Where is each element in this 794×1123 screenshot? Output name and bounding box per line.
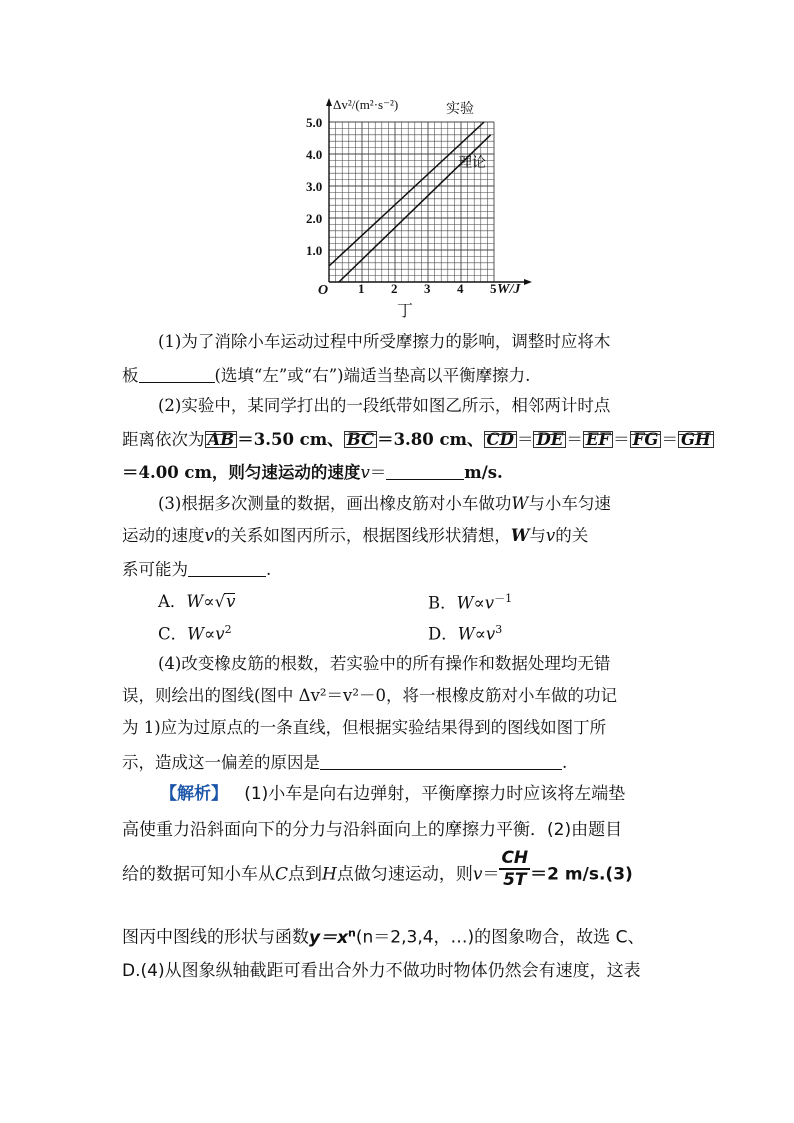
- equals-sign: ＝: [482, 864, 500, 885]
- function-expr: y＝x: [309, 927, 349, 948]
- solution-line3-to: 点到: [288, 864, 323, 885]
- option-a-label: A．: [158, 592, 187, 611]
- point-h: H: [322, 864, 337, 885]
- option-a[interactable]: [158, 593, 235, 611]
- solution-line3-text: 给的数据可知小车从: [122, 864, 275, 885]
- option-c[interactable]: [158, 624, 232, 643]
- velocity-symbol: v: [360, 463, 370, 482]
- q4-line4-text: 示，造成这一偏差的原因是: [122, 753, 320, 772]
- q3-line1: [158, 496, 611, 513]
- option-b-sup: －1: [494, 592, 513, 605]
- q3-line1-rest: 与小车匀速: [528, 494, 611, 513]
- work-symbol: W: [510, 526, 530, 545]
- q1-answer-blank[interactable]: [139, 366, 215, 383]
- option-b-expr: W∝v: [456, 593, 495, 613]
- q1-line2-text: 板: [122, 366, 139, 385]
- fraction-ch-5t: [499, 848, 530, 891]
- q3-line1-text: (3)根据多次测量的数据，画出橡皮筋对小车做功: [158, 494, 512, 513]
- solution-result: ＝2 m/s.(3): [530, 864, 633, 885]
- option-d-label: D．: [428, 624, 458, 644]
- fraction-denominator: 5T: [503, 870, 527, 891]
- option-b[interactable]: [428, 593, 512, 612]
- graph-ding: [300, 92, 540, 320]
- option-a-expr: W∝: [186, 592, 215, 611]
- equals-sign: ＝: [661, 430, 678, 449]
- equals-sign: ＝: [516, 430, 534, 449]
- q2-line3: [122, 463, 503, 482]
- equals-sign: ＝: [566, 430, 583, 449]
- x-tick-label: 3: [424, 281, 431, 296]
- x-axis-arrow: [524, 279, 532, 285]
- velocity-symbol: v: [204, 526, 214, 545]
- q3-period: .: [266, 560, 272, 579]
- option-c-label: C．: [158, 624, 188, 644]
- q2-unit: m/s.: [464, 463, 503, 482]
- q2-line1: (2)实验中，某同学打出的一段纸带如图乙所示，相邻两计时点: [158, 396, 611, 415]
- option-b-label: B．: [428, 593, 457, 613]
- solution-line4-text: 图丙中图线的形状与函数: [122, 927, 309, 948]
- segment-cd: CD: [484, 431, 517, 448]
- graph-caption: 丁: [396, 301, 413, 320]
- segment-fg: FG: [630, 431, 662, 448]
- q1-line2: [122, 366, 530, 385]
- y-tick-label: 1.0: [306, 243, 323, 258]
- q2-line2: [122, 431, 714, 449]
- option-d[interactable]: [428, 624, 502, 643]
- q2-line3-text: ＝4.00 cm，则匀速运动的速度: [122, 463, 361, 482]
- q3-line2-text: 运动的速度: [122, 526, 205, 545]
- q3-answer-blank[interactable]: [188, 560, 266, 577]
- q2-answer-blank[interactable]: [386, 463, 464, 480]
- q4-line1: (4)改变橡皮筋的根数，若实验中的所有操作和数据处理均无错: [158, 654, 611, 673]
- segment-ef: EF: [583, 431, 613, 448]
- option-c-expr: W∝v: [187, 624, 225, 644]
- work-symbol: W: [511, 494, 529, 513]
- q3-line2-and: 与: [529, 526, 546, 545]
- y-tick-label: 2.0: [306, 211, 323, 226]
- solution-line2: 高使重力沿斜面向下的分力与沿斜面向上的摩擦力平衡．(2)由题目: [122, 820, 623, 840]
- y-tick-label: 3.0: [306, 179, 323, 194]
- solution-line1: [160, 786, 625, 803]
- x-tick-label: 1: [358, 281, 365, 296]
- solution-line1-text: (1)小车是向右边弹射，平衡摩擦力时应该将左端垫: [244, 784, 626, 804]
- q4-line4: [122, 753, 567, 772]
- y-tick-label: 5.0: [306, 115, 323, 130]
- x-tick-label: 2: [391, 281, 398, 296]
- function-exponent: n: [348, 926, 356, 939]
- fraction-numerator: CH: [499, 848, 530, 870]
- solution-tag: 【解析】: [160, 784, 228, 804]
- segment-bc: BC: [344, 431, 377, 448]
- graph-grid: [329, 122, 494, 282]
- q3-line3: [122, 560, 271, 579]
- segment-ab: AB: [205, 431, 238, 448]
- q4-line2: 误，则绘出的图线(图中 Δv²＝v²－0，将一根橡皮筋对小车做的功记: [122, 686, 617, 705]
- velocity-symbol: v: [472, 864, 483, 885]
- q3-line2: [122, 528, 588, 545]
- q1-line2-rest: (选填“左”或“右”)端适当垫高以平衡摩擦力.: [214, 366, 531, 385]
- point-c: C: [275, 864, 289, 885]
- q3-line2-end: 的关: [555, 526, 589, 545]
- q4-answer-blank[interactable]: [320, 753, 562, 770]
- y-tick-label: 4.0: [306, 147, 323, 162]
- q3-line2-mid: 的关系如图丙所示，根据图线形状猜想，: [213, 526, 511, 545]
- option-d-sup: 3: [495, 623, 503, 636]
- y-axis-label: Δv²/(m²·s⁻²): [333, 97, 399, 112]
- velocity-symbol: v: [545, 526, 556, 545]
- solution-line3-mid: 点做匀速运动，则: [336, 864, 473, 885]
- q4-line3: 为 1)应为过原点的一条直线，但根据实验结果得到的图线如图丁所: [122, 718, 607, 737]
- q1-line1: (1)为了消除小车运动过程中所受摩擦力的影响，调整时应将木: [158, 332, 611, 351]
- solution-line3: [122, 848, 633, 891]
- q4-period: .: [562, 753, 568, 772]
- x-tick-label: 4: [457, 281, 464, 296]
- legend-experiment: 实验: [446, 102, 474, 117]
- equals-sign: ＝: [369, 463, 387, 482]
- segment-de: DE: [533, 431, 566, 448]
- option-c-sup: 2: [224, 623, 232, 636]
- solution-line4-rest: (n＝2,3,4，…)的图象吻合，故选 C、: [355, 927, 645, 948]
- sqrt-radicand: v: [226, 592, 236, 611]
- legend-theory: 理论: [458, 156, 486, 171]
- segment-gh: GH: [678, 431, 714, 448]
- q2-line2-text: 距离依次为: [122, 430, 205, 449]
- x-axis-label: W/J: [497, 282, 521, 297]
- ab-value: ＝3.50 cm、: [237, 430, 344, 449]
- y-axis-arrow: [326, 98, 332, 106]
- q3-line3-text: 系可能为: [122, 560, 188, 579]
- solution-line5: D.(4)从图象纵轴截距可看出合外力不做功时物体仍然会有速度，这表: [122, 961, 641, 981]
- option-d-expr: W∝v: [457, 624, 496, 644]
- equals-sign: ＝: [613, 430, 630, 449]
- origin-label: O: [318, 283, 329, 298]
- bc-value: ＝3.80 cm、: [377, 430, 484, 449]
- sqrt-sign: √: [214, 592, 226, 611]
- x-tick-label: 5: [490, 281, 497, 296]
- solution-line4: [122, 927, 644, 947]
